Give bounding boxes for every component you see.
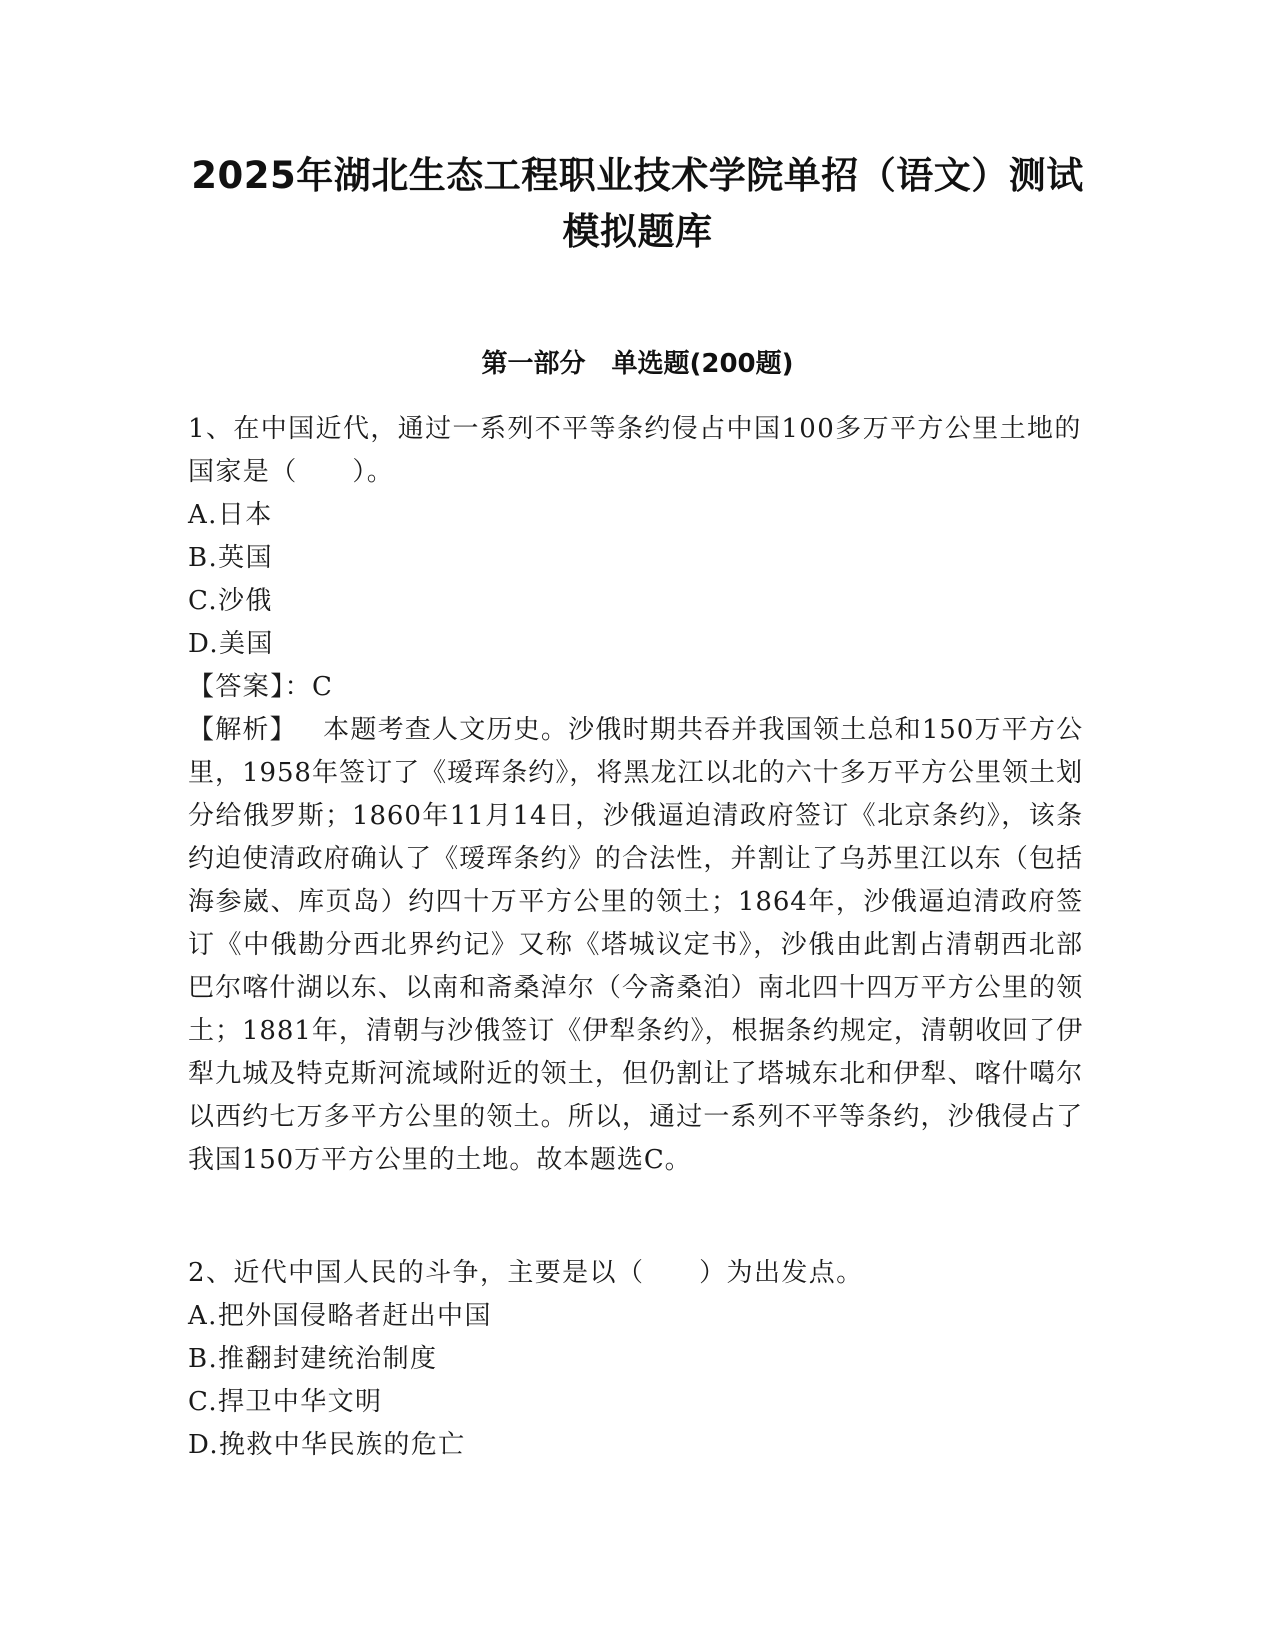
question-1: [188, 408, 1083, 1182]
analysis-label: 【解析】: [188, 715, 297, 745]
title-line-1: 2025年湖北生态工程职业技术学院单招（语文）测试: [191, 154, 1084, 197]
question-1-analysis: [188, 709, 1083, 1182]
section-heading: 第一部分 单选题(200题): [481, 349, 794, 379]
question-2-option-b: B.推翻封建统治制度: [188, 1344, 438, 1374]
question-1-option-c: C.沙俄: [188, 586, 273, 616]
question-1-option-b: B.英国: [188, 543, 273, 573]
question-1-option-d: D.美国: [188, 629, 274, 659]
analysis-text: 本题考查人文历史。沙俄时期共吞并我国领土总和150万平方公里，1958年签订了《瑷珲条约》，将黑龙江以北的六十多万平方公里领土划分给俄罗斯；1860年11月14日，沙俄逼迫清政府签订《北京条约》，该条约迫使清政府确认了《瑷珲条约》的合法性，并割让了乌苏里江以东（包括海参崴、库页岛）约四十万平方公里的领土；1864年，沙俄逼迫清政府签订《中俄勘分西北界约记》又称《塔城议定书》，沙俄由此割占清朝西北部巴尔喀什湖以东、以南和斋桑淖尔（今斋桑泊）南北四十四万平方公里的领土；1881年，清朝与沙俄签订《伊犁条约》，根据条约规定，清朝收回了伊犁九城及特克斯河流域附近的领土，但仍割让了塔城东北和伊犁、喀什噶尔以西约七万多平方公里的领土。所以，通过一系列不平等条约，沙俄侵占了我国150万平方公里的土地。故本题选C。: [188, 715, 1083, 1175]
question-1-option-a: A.日本: [188, 500, 273, 530]
question-2-option-d: D.挽救中华民族的危亡: [188, 1430, 466, 1460]
title-line-2: 模拟题库: [562, 210, 713, 253]
question-1-stem: 1、在中国近代，通过一系列不平等条约侵占中国100多万平方公里土地的国家是（ ）。: [188, 414, 1082, 487]
question-2-stem: 2、近代中国人民的斗争，主要是以（ ）为出发点。: [188, 1258, 864, 1288]
document-title: [150, 148, 1125, 260]
question-2: [188, 1252, 1083, 1467]
answer-value: C: [312, 672, 334, 702]
question-2-option-c: C.捍卫中华文明: [188, 1387, 383, 1417]
question-1-answer: [188, 666, 1083, 709]
answer-label: 【答案】：: [188, 672, 313, 702]
question-2-option-a: A.把外国侵略者赶出中国: [188, 1301, 492, 1331]
